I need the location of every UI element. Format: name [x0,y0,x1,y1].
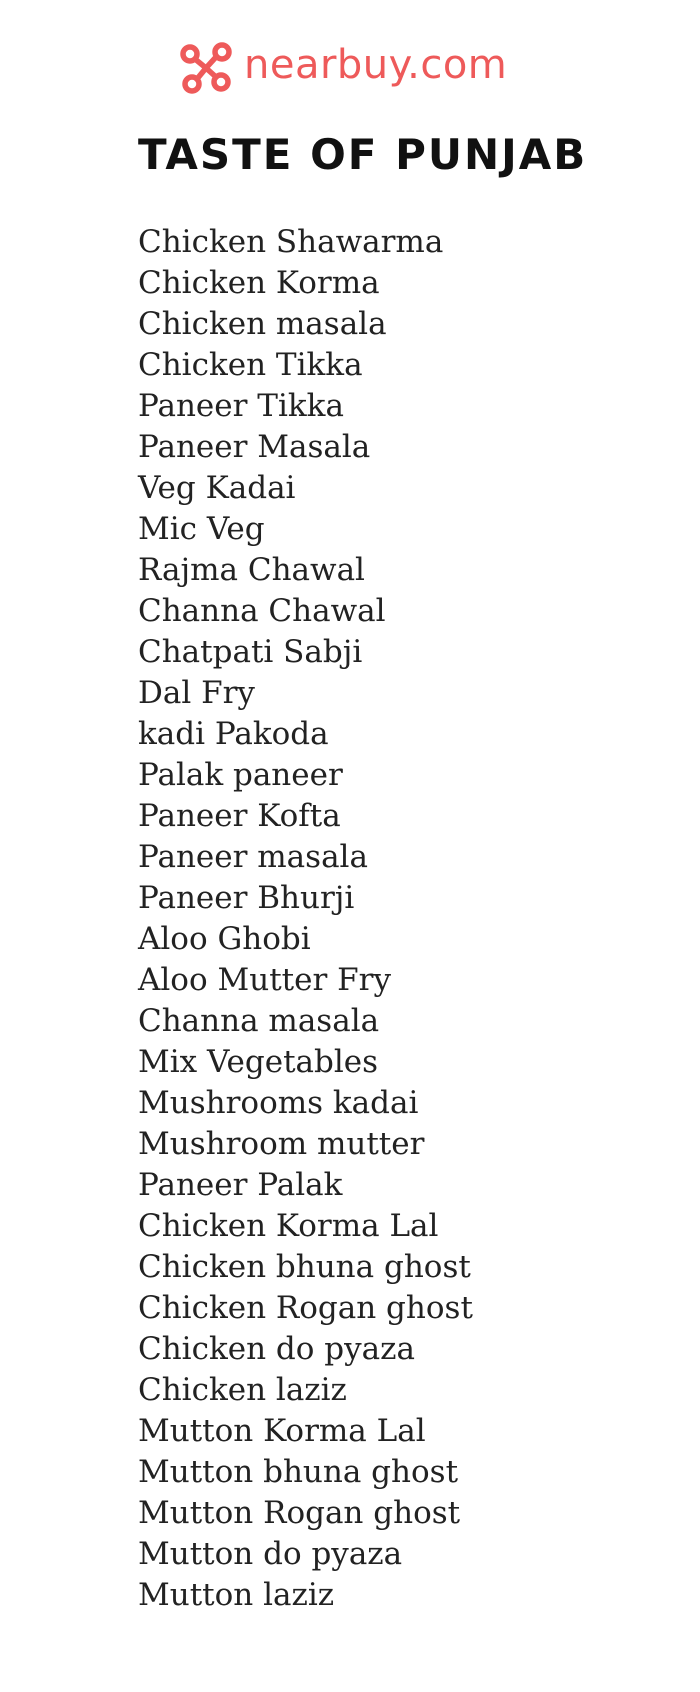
menu-item: Mutton do pyaza [138,1536,403,1572]
menu-item: Chicken Korma Lal [138,1208,439,1244]
menu-item: Mushroom mutter [138,1126,425,1162]
menu-item: Palak paneer [138,757,343,793]
menu-item: Rajma Chawal [138,552,365,588]
brand-logo[interactable] [178,38,507,98]
menu-list [138,222,473,1616]
menu-item: Veg Kadai [138,470,296,506]
menu-item: Aloo Mutter Fry [138,962,391,998]
menu-item: Chatpati Sabji [138,634,363,670]
menu-item: Paneer Palak [138,1167,343,1203]
menu-item: Mic Veg [138,511,265,547]
menu-item: Chicken do pyaza [138,1331,415,1367]
menu-item: Chicken bhuna ghost [138,1249,471,1285]
nearbuy-logo-icon [178,40,234,96]
menu-item: Aloo Ghobi [138,921,311,957]
menu-item: Paneer Kofta [138,798,341,834]
menu-item: Paneer Tikka [138,388,344,424]
menu-item: Chicken Korma [138,265,380,301]
menu-item: Chicken Tikka [138,347,363,383]
menu-item: Mushrooms kadai [138,1085,419,1121]
menu-item: kadi Pakoda [138,716,329,752]
menu-item: Channa masala [138,1003,380,1039]
menu-item: Chicken laziz [138,1372,347,1408]
menu-item: Mix Vegetables [138,1044,379,1080]
page-title: TASTE OF PUNJAB [138,130,588,179]
menu-item: Chicken Rogan ghost [138,1290,473,1326]
menu-item: Mutton laziz [138,1577,335,1613]
menu-item: Mutton Korma Lal [138,1413,426,1449]
menu-item: Chicken masala [138,306,387,342]
menu-item: Paneer Bhurji [138,880,355,916]
menu-item: Channa Chawal [138,593,386,629]
menu-item: Paneer masala [138,839,368,875]
menu-item: Dal Fry [138,675,255,711]
menu-item: Mutton bhuna ghost [138,1454,459,1490]
menu-item: Paneer Masala [138,429,371,465]
brand-name: nearbuy.com [244,42,508,88]
menu-item: Mutton Rogan ghost [138,1495,461,1531]
menu-item: Chicken Shawarma [138,224,444,260]
